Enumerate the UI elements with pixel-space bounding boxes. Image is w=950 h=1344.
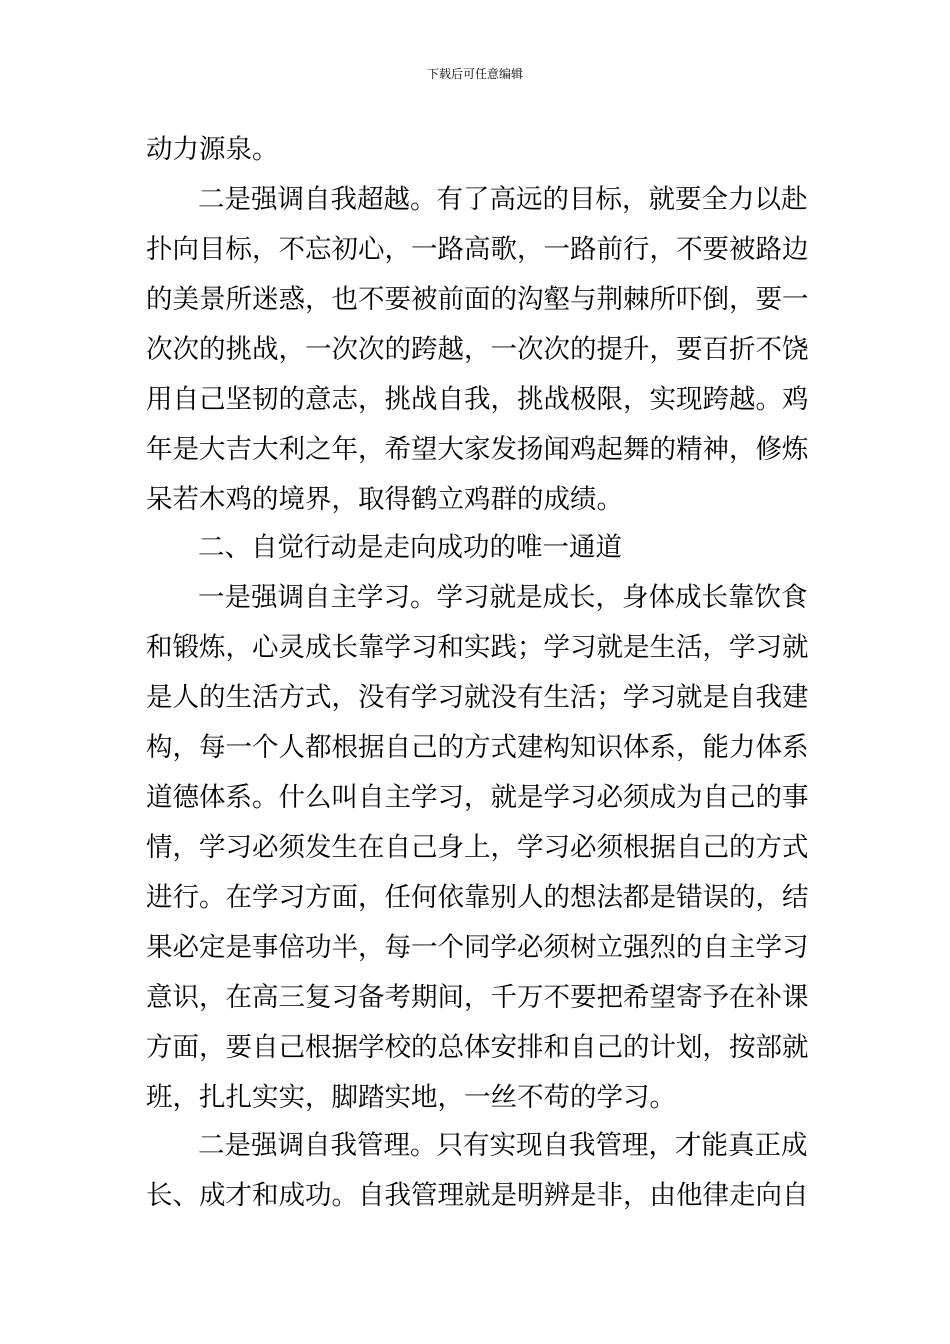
text-line: 二是强调自我管理。只有实现自我管理，才能真正成 bbox=[198, 1130, 808, 1161]
text-line: 二是强调自我超越。有了高远的目标，就要全力以赴 bbox=[198, 184, 808, 215]
text-line: 呆若木鸡的境界，取得鹤立鸡群的成绩。 bbox=[146, 484, 623, 515]
text-line: 扑向目标，不忘初心，一路高歌，一路前行，不要被路边 bbox=[146, 234, 809, 265]
text-line: 意识，在高三复习备考期间，千万不要把希望寄予在补课 bbox=[146, 982, 809, 1013]
page-header: 下载后可任意编辑 bbox=[426, 67, 523, 81]
text-line: 年是大吉大利之年，希望大家发扬闻鸡起舞的精神，修炼 bbox=[146, 434, 809, 465]
text-line: 的美景所迷惑，也不要被前面的沟壑与荆棘所吓倒，要一 bbox=[146, 284, 809, 315]
text-line: 果必定是事倍功半，每一个同学必须树立强烈的自主学习 bbox=[146, 932, 809, 963]
text-line: 动力源泉。 bbox=[146, 134, 279, 165]
text-line: 班，扎扎实实，脚踏实地，一丝不苟的学习。 bbox=[146, 1082, 676, 1113]
text-line: 进行。在学习方面，任何依靠别人的想法都是错误的，结 bbox=[146, 882, 809, 913]
text-line: 用自己坚韧的意志，挑战自我，挑战极限，实现跨越。鸡 bbox=[146, 384, 809, 415]
section-heading: 二、自觉行动是走向成功的唯一通道 bbox=[198, 532, 622, 563]
text-line: 情，学习必须发生在自己身上，学习必须根据自己的方式 bbox=[146, 832, 809, 863]
text-line: 和锻炼，心灵成长靠学习和实践；学习就是生活，学习就 bbox=[146, 632, 809, 663]
text-line: 一是强调自主学习。学习就是成长，身体成长靠饮食 bbox=[198, 582, 808, 613]
text-line: 道德体系。什么叫自主学习，就是学习必须成为自己的事 bbox=[146, 782, 809, 813]
text-line: 构，每一个人都根据自己的方式建构知识体系，能力体系 bbox=[146, 732, 809, 763]
text-line: 次次的挑战，一次次的跨越，一次次的提升，要百折不饶 bbox=[146, 334, 809, 365]
text-line: 长、成才和成功。自我管理就是明辨是非，由他律走向自 bbox=[146, 1180, 809, 1211]
text-line: 方面，要自己根据学校的总体安排和自己的计划，按部就 bbox=[146, 1032, 809, 1063]
text-line: 是人的生活方式，没有学习就没有生活；学习就是自我建 bbox=[146, 682, 809, 713]
